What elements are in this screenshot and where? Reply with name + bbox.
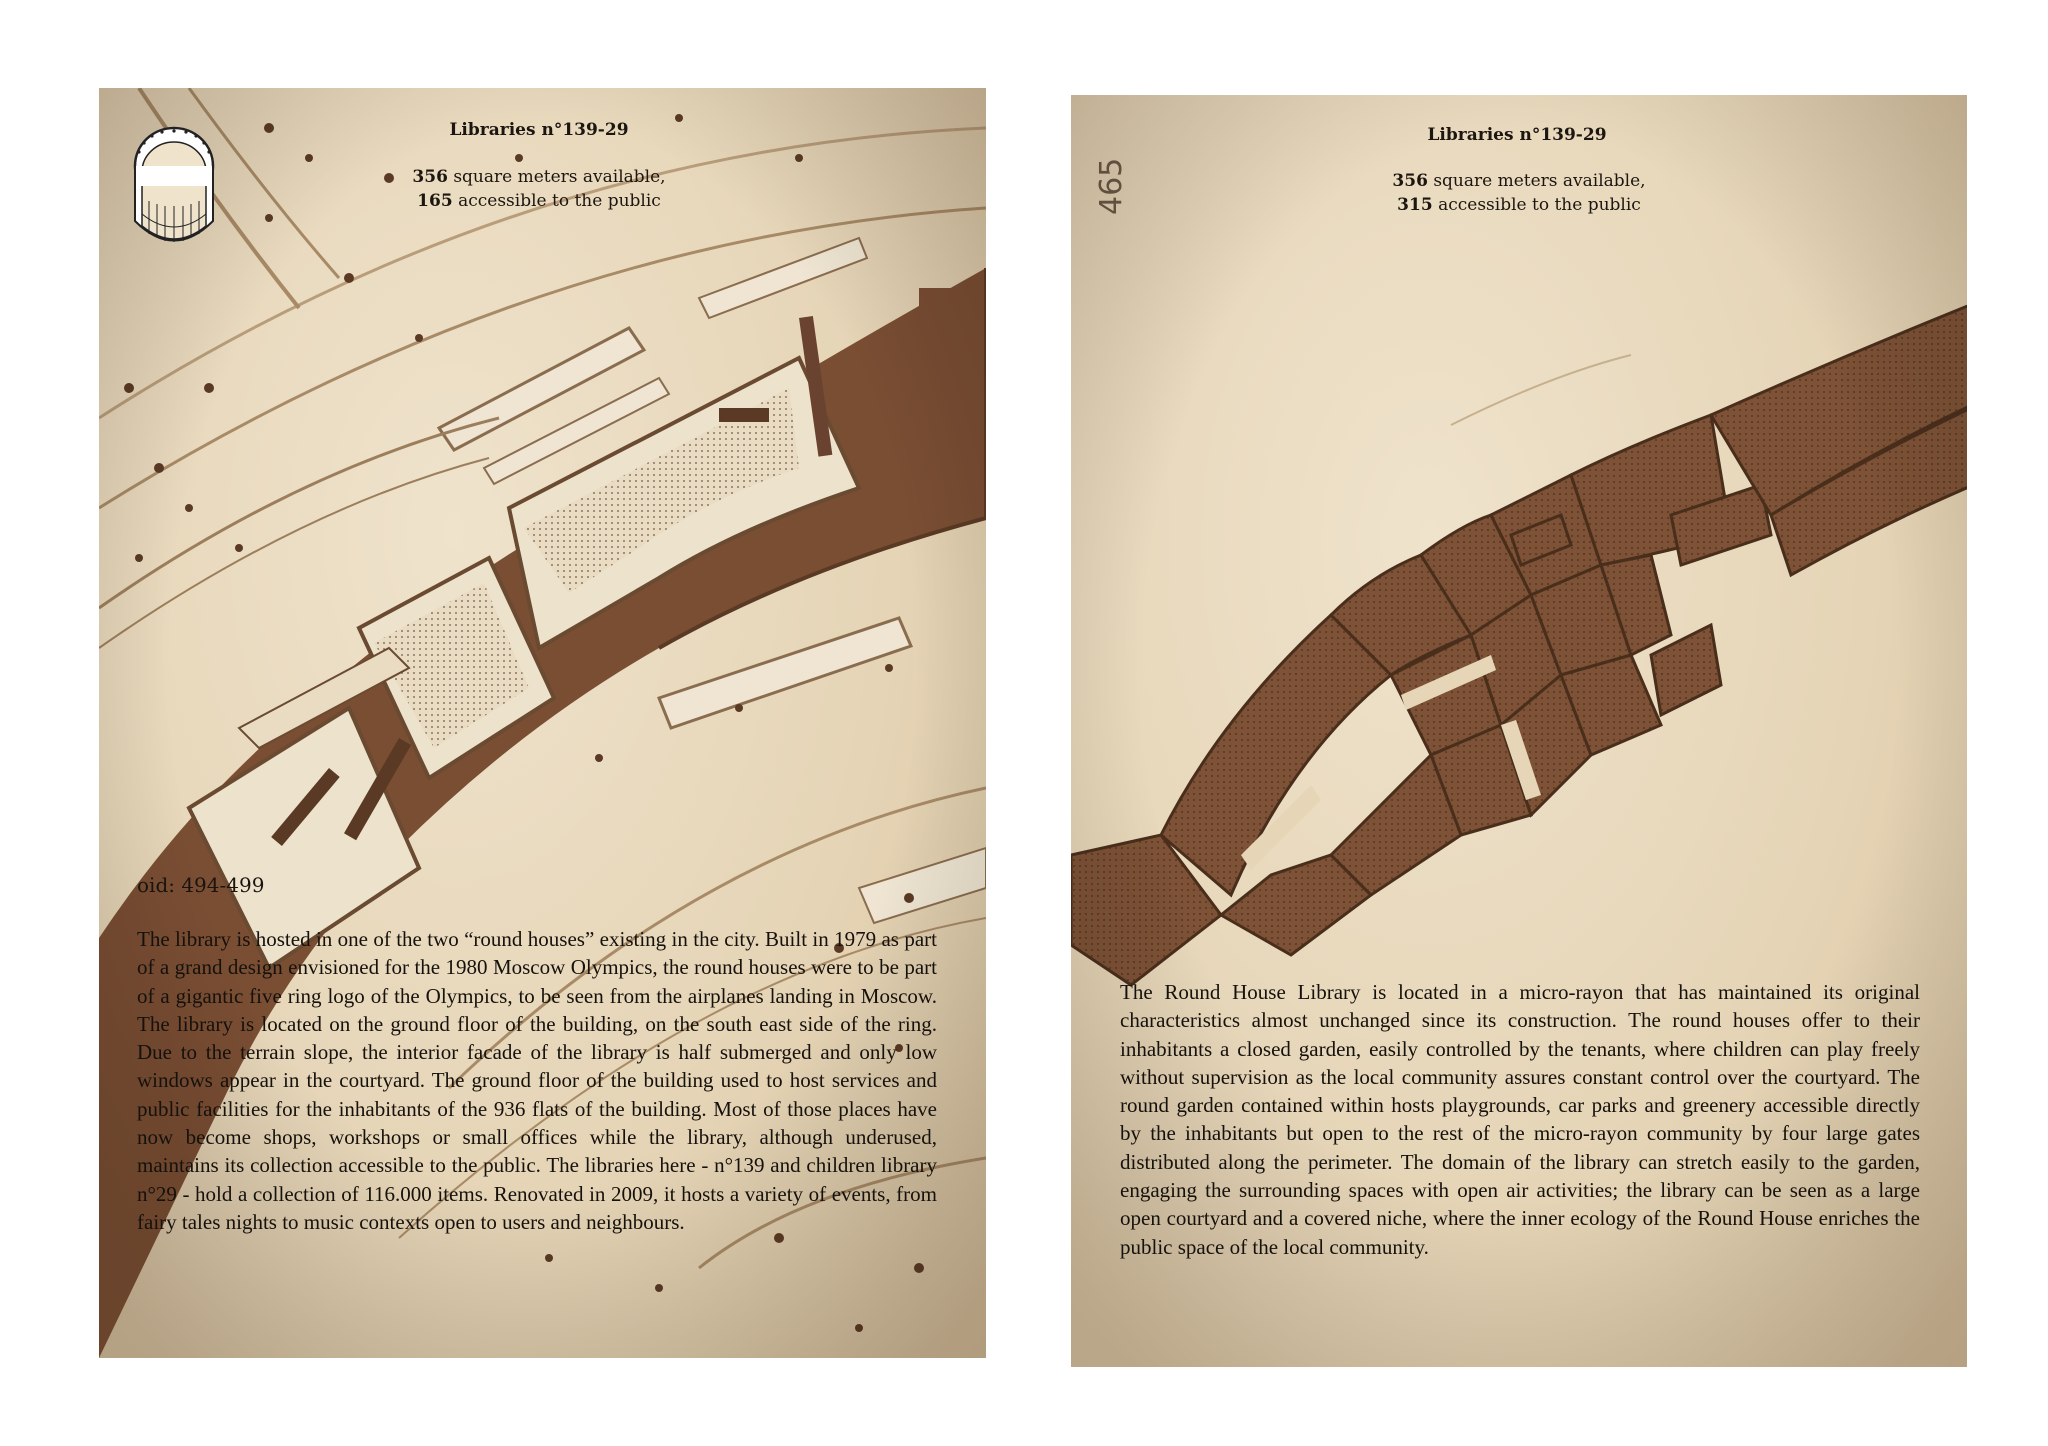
left-area-total-value: 356 [412, 167, 448, 187]
left-area-total-text: square meters available, [453, 167, 666, 187]
right-page [1071, 95, 1967, 1367]
left-page [99, 88, 986, 1358]
right-body-text: The Round House Library is located in a micro-rayon that has maintained its original characteristics almost unchanged since its construction. The round houses offer to their inhabitants a closed garden, easily controlled by the tenants, where children can play freely without supervision as the local community assures constant control over the courtyard. The round garden contained within hosts playgrounds, car parks and greenery accessible directly by the inhabitants but open to the rest of the micro-rayon community by four large gates distributed along the perimeter. The domain of the library can stretch easily to the garden, engaging the surrounding spaces with open air activities; the library can be seen as a large open courtyard and a covered niche, where the inner ecology of the Round House enriches the public space of the local community. [1120, 980, 1920, 1259]
right-area-public-value: 315 [1397, 195, 1433, 215]
oid-label: oid: 494-499 [137, 873, 265, 897]
left-area-info [399, 165, 679, 213]
right-title: Libraries n°139-29 [1427, 125, 1607, 145]
left-title: Libraries n°139-29 [449, 120, 629, 140]
left-area-public-text: accessible to the public [458, 191, 661, 211]
left-area-public-value: 165 [417, 191, 453, 211]
right-area-info [1371, 169, 1667, 217]
round-house-icon [131, 126, 217, 260]
right-area-total-value: 356 [1392, 171, 1428, 191]
left-body-text: The library is hosted in one of the two “round houses” existing in the city. Built in 1979 as part of a grand design envisioned for the 1980 Moscow Olympics, the round houses were to be part of a gigantic five ring logo of the Olympics, to be seen from the airplanes landing in Moscow. The library is located on the ground floor of the building, on the south east side of the ring. Due to the terrain slope, the interior facade of the library is half submerged and only low windows appear in the courtyard. The ground floor of the building used to host services and public facilities for the inhabitants of the 936 flats of the building. Most of those places have now become shops, workshops or small offices while the library, although underused, maintains its collection accessible to the public. The libraries here - n°139 and children library n°29 - hold a collection of 116.000 items. Renovated in 2009, it hosts a variety of events, from fairy tales nights to music contexts open to users and neighbours. [137, 927, 937, 1234]
right-area-total-text: square meters available, [1433, 171, 1646, 191]
right-area-public-text: accessible to the public [1438, 195, 1641, 215]
